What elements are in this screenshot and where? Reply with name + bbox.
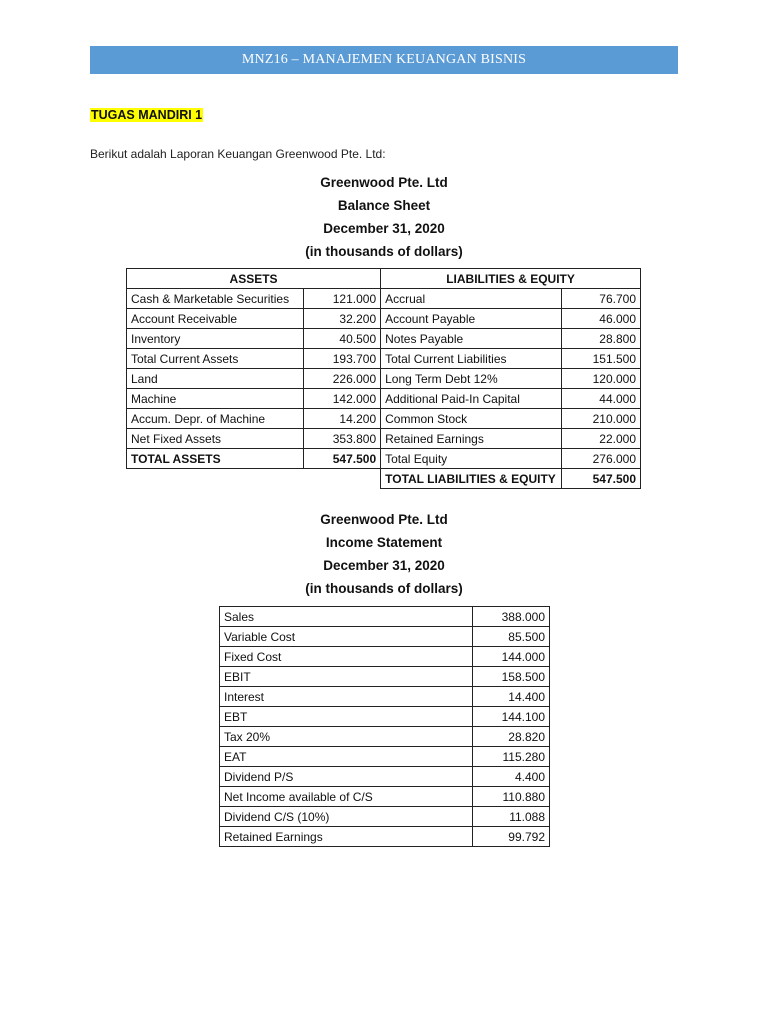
income-value: 144.000 [472, 647, 549, 667]
asset-label: Net Fixed Assets [127, 429, 304, 449]
income-value: 14.400 [472, 687, 549, 707]
liability-label: Account Payable [381, 309, 562, 329]
bs-company: Greenwood Pte. Ltd [320, 175, 448, 190]
asset-label: Land [127, 369, 304, 389]
empty-cell [127, 469, 304, 489]
liability-value: 44.000 [562, 389, 641, 409]
income-label: Dividend C/S (10%) [220, 807, 473, 827]
liability-label: Retained Earnings [381, 429, 562, 449]
total-liabilities-equity-value: 547.500 [562, 469, 641, 489]
income-value: 388.000 [472, 607, 549, 627]
liability-label: Common Stock [381, 409, 562, 429]
task-title: TUGAS MANDIRI 1 [91, 108, 203, 122]
is-name: Income Statement [325, 535, 443, 550]
income-label: Tax 20% [220, 727, 473, 747]
asset-label: Machine [127, 389, 304, 409]
table-row [220, 707, 550, 727]
income-value: 11.088 [472, 807, 549, 827]
table-row [127, 349, 641, 369]
income-label: Retained Earnings [220, 827, 473, 847]
income-value: 110.880 [472, 787, 549, 807]
income-value: 85.500 [472, 627, 549, 647]
table-row [220, 827, 550, 847]
asset-value: 142.000 [304, 389, 381, 409]
income-label: EAT [220, 747, 473, 767]
table-row [220, 807, 550, 827]
income-label: EBIT [220, 667, 473, 687]
income-statement-table [219, 606, 550, 847]
liability-value: 22.000 [562, 429, 641, 449]
table-row [127, 449, 641, 469]
liability-label: Total Equity [381, 449, 562, 469]
asset-value: 14.200 [304, 409, 381, 429]
asset-value: 547.500 [304, 449, 381, 469]
bs-unit: (in thousands of dollars) [305, 244, 463, 259]
income-value: 115.280 [472, 747, 549, 767]
table-row-total [127, 469, 641, 489]
asset-label: TOTAL ASSETS [127, 449, 304, 469]
income-label: EBT [220, 707, 473, 727]
is-company: Greenwood Pte. Ltd [320, 512, 448, 527]
asset-label: Inventory [127, 329, 304, 349]
table-row [127, 409, 641, 429]
is-unit: (in thousands of dollars) [305, 581, 463, 596]
asset-label: Total Current Assets [127, 349, 304, 369]
bs-date: December 31, 2020 [323, 221, 445, 236]
asset-value: 40.500 [304, 329, 381, 349]
income-statement-heading [0, 508, 768, 600]
table-row [220, 627, 550, 647]
asset-value: 226.000 [304, 369, 381, 389]
table-row [220, 647, 550, 667]
liability-label: Accrual [381, 289, 562, 309]
asset-value: 121.000 [304, 289, 381, 309]
income-value: 144.100 [472, 707, 549, 727]
liability-label: Notes Payable [381, 329, 562, 349]
liabilities-equity-header: LIABILITIES & EQUITY [381, 269, 641, 289]
bs-name: Balance Sheet [337, 198, 431, 213]
income-value: 99.792 [472, 827, 549, 847]
liability-value: 28.800 [562, 329, 641, 349]
asset-value: 32.200 [304, 309, 381, 329]
table-row [127, 309, 641, 329]
liability-value: 276.000 [562, 449, 641, 469]
asset-label: Account Receivable [127, 309, 304, 329]
income-value: 28.820 [472, 727, 549, 747]
table-row [220, 687, 550, 707]
is-date: December 31, 2020 [323, 558, 445, 573]
table-row [220, 767, 550, 787]
table-row [220, 747, 550, 767]
table-row [220, 667, 550, 687]
income-label: Sales [220, 607, 473, 627]
balance-sheet-table [126, 268, 641, 489]
balance-sheet-heading [0, 171, 768, 263]
income-value: 4.400 [472, 767, 549, 787]
liability-value: 76.700 [562, 289, 641, 309]
bs-header-row [127, 269, 641, 289]
empty-cell [304, 469, 381, 489]
table-row [220, 787, 550, 807]
table-row [127, 289, 641, 309]
liability-label: Total Current Liabilities [381, 349, 562, 369]
course-header-bar [90, 46, 678, 74]
table-row [127, 329, 641, 349]
income-label: Variable Cost [220, 627, 473, 647]
liability-value: 210.000 [562, 409, 641, 429]
asset-value: 193.700 [304, 349, 381, 369]
liability-value: 151.500 [562, 349, 641, 369]
table-row [127, 429, 641, 449]
asset-value: 353.800 [304, 429, 381, 449]
table-row [127, 369, 641, 389]
income-value: 158.500 [472, 667, 549, 687]
asset-label: Accum. Depr. of Machine [127, 409, 304, 429]
income-label: Interest [220, 687, 473, 707]
liability-label: Additional Paid-In Capital [381, 389, 562, 409]
table-row [127, 389, 641, 409]
table-row [220, 727, 550, 747]
intro-text: Berikut adalah Laporan Keuangan Greenwood Pte. Ltd: [90, 147, 386, 161]
income-label: Fixed Cost [220, 647, 473, 667]
liability-value: 120.000 [562, 369, 641, 389]
total-liabilities-equity-label: TOTAL LIABILITIES & EQUITY [381, 469, 562, 489]
course-title: MNZ16 – MANAJEMEN KEUANGAN BISNIS [241, 52, 527, 67]
table-row [220, 607, 550, 627]
income-label: Dividend P/S [220, 767, 473, 787]
liability-label: Long Term Debt 12% [381, 369, 562, 389]
liability-value: 46.000 [562, 309, 641, 329]
asset-label: Cash & Marketable Securities [127, 289, 304, 309]
income-label: Net Income available of C/S [220, 787, 473, 807]
assets-header: ASSETS [127, 269, 381, 289]
